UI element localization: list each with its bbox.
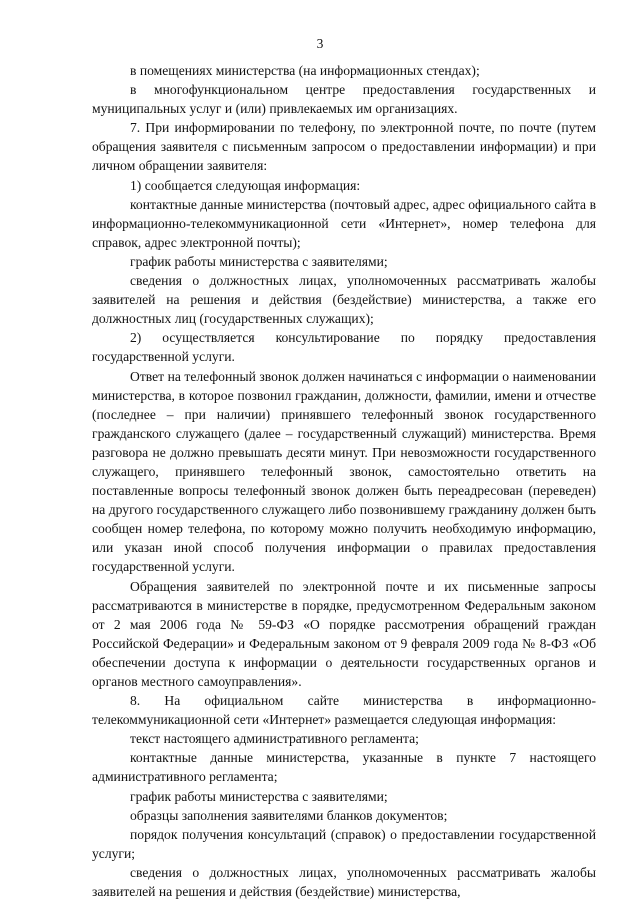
paragraph: контактные данные министерства, указанные в пункте 7 настоящего административного регламента;: [92, 750, 596, 785]
paragraph: сведения о должностных лицах, уполномоченных рассматривать жалобы заявителей на решения и действия (бездействие) министерства,: [92, 864, 596, 900]
page-number: 3: [316, 36, 324, 51]
paragraph: 8. На официальном сайте министерства в информационно-телекоммуникационной сети «Интернет» размещается следующая информация:: [92, 693, 596, 728]
paragraph: сведения о должностных лицах, уполномоченных рассматривать жалобы заявителей на решения и действия (бездействие) министерства, а также его должностных лиц (государственных служащих);: [92, 273, 596, 327]
paragraph: в помещениях министерства (на информационных стендах);: [130, 63, 480, 78]
paragraph: в многофункциональном центре предоставления государственных и муниципальных услуг и (или) привлекаемых им организациях.: [92, 82, 596, 117]
document-body: [92, 61, 596, 901]
paragraph: порядок получения консультаций (справок) о предоставлении государственной услуги;: [92, 826, 596, 861]
paragraph: график работы министерства с заявителями;: [130, 788, 388, 804]
paragraph: Ответ на телефонный звонок должен начинаться с информации о наименовании министерства, в которое позвонил гражданин, должности, фамилии, имени и отчестве (последнее – при наличии) принявшего телефонный звонок государственного гражданского служащего (далее – государственный служащий) министерства. Время разговора не должно превышать десяти минут. При невозможности государственного служащего, принявшего телефонный звонок, самостоятельно ответить на поставленные вопросы телефонный звонок должен быть переадресован (переведен) на другого государственного служащего либо позвонившему гражданину должен быть сообщен номер телефона, по которому можно получить необходимую информацию, или указан иной способ получения информации о правилах предоставления государственной услуги.: [92, 368, 596, 575]
paragraph: Обращения заявителей по электронной почте и их письменные запросы рассматриваются в министерстве в порядке, предусмотренном Федеральным законом от 2 мая 2006 года № 59-ФЗ «О порядке рассмотрения обращений граждан Российской Федерации» и Федеральным законом от 9 февраля 2009 года № 8-ФЗ «Об обеспечении доступа к информации о деятельности государственных органов и органов местного самоуправления».: [92, 578, 596, 689]
paragraph: текст настоящего административного регламента;: [130, 731, 419, 747]
paragraph: график работы министерства с заявителями;: [130, 253, 388, 269]
paragraph: 1) сообщается следующая информация:: [130, 177, 361, 193]
paragraph: образцы заполнения заявителями бланков документов;: [130, 807, 448, 823]
paragraph: контактные данные министерства (почтовый адрес, адрес официального сайта в информационно-телекоммуникационной сети «Интернет», номер телефона для справок, адрес электронной почты);: [92, 196, 596, 250]
paragraph: 2) осуществляется консультирование по порядку предоставления государственной услуги.: [92, 330, 596, 365]
paragraph: 7. При информировании по телефону, по электронной почте, по почте (путем обращения заявителя с письменным запросом о предоставлении информации) и при личном обращении заявителя:: [92, 120, 596, 174]
